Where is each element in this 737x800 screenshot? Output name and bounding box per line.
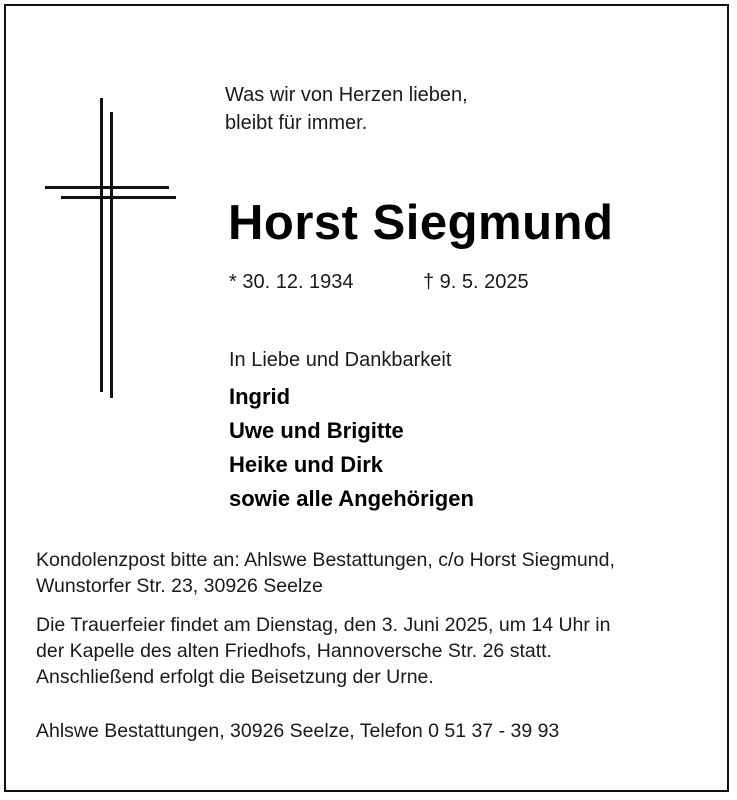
mourner: Uwe und Brigitte <box>229 418 404 443</box>
motto <box>225 81 468 137</box>
funeral-line-3: Anschließend erfolgt die Beisetzung der Urne. <box>36 666 434 688</box>
mourner: sowie alle Angehörigen <box>229 486 474 511</box>
mourner: Ingrid <box>229 384 291 409</box>
undertaker-contact <box>36 718 559 744</box>
deceased-name: Horst Siegmund <box>228 196 614 250</box>
condolence-address <box>36 547 615 599</box>
death-date: † 9. 5. 2025 <box>423 271 529 293</box>
motto-line-2: bleibt für immer. <box>225 112 368 134</box>
condolence-line-1: Kondolenzpost bitte an: Ahlswe Bestattungen, c/o Horst Siegmund, <box>36 549 615 571</box>
mourners-list <box>229 380 474 516</box>
condolence-line-2: Wunstorfer Str. 23, 30926 Seelze <box>36 575 323 597</box>
life-dates <box>229 271 529 294</box>
birth-date: * 30. 12. 1934 <box>229 271 354 293</box>
undertaker-line: Ahlswe Bestattungen, 30926 Seelze, Telefon 0 51 37 - 39 93 <box>36 720 560 742</box>
motto-line-1: Was wir von Herzen lieben, <box>225 84 468 106</box>
funeral-info <box>36 612 610 690</box>
funeral-line-1: Die Trauerfeier findet am Dienstag, den 3. Juni 2025, um 14 Uhr in <box>36 614 611 636</box>
mourner: Heike und Dirk <box>229 452 384 477</box>
dedication: In Liebe und Dankbarkeit <box>229 349 452 371</box>
funeral-line-2: der Kapelle des alten Friedhofs, Hannoversche Str. 26 statt. <box>36 640 552 662</box>
